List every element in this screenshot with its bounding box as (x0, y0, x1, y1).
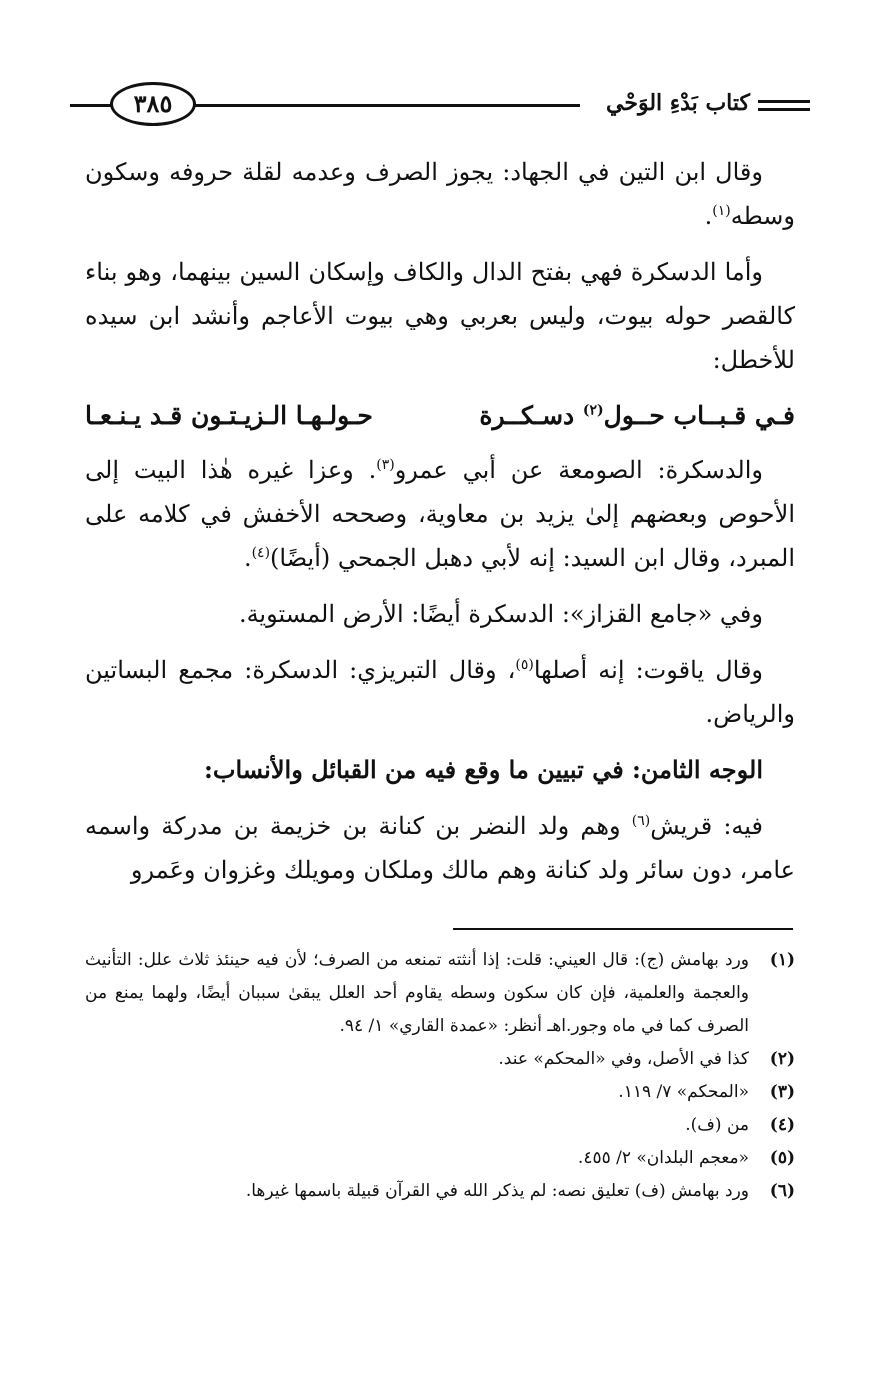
footnote-text: ورد بهامش (ج): قال العيني: قلت: إذا أنثته تمنعه من الصرف؛ لأن فيه حينئذ ثلاث علل: التأنيث والعجمة والعلمية، فإن كان سكون وسطه يقاوم أحد العلل يبقىٰ سببان أيضًا، ولهما يمنع من الصرف كما في ماه وجور.اهـ أنظر: «عمدة القاري» ١/ ٩٤. (85, 950, 749, 1036)
footnote-ref-5[interactable]: (٥) (515, 657, 534, 673)
footnote-ref-6[interactable]: (٦) (631, 813, 651, 829)
footnote-ref-2[interactable]: (٢) (582, 402, 604, 419)
paragraph-1: وقال ابن التين في الجهاد: يجوز الصرف وعدمه لقلة حروفه وسكون وسطه$^{(١)}$. (85, 158, 795, 230)
paragraph-5: وقال ياقوت: إنه أصلها$^{(٥)}$، وقال التبريزي: الدسكرة: مجمع البساتين والرياض. (85, 656, 795, 728)
section-heading: الوجه الثامن: في تبيين ما وقع فيه من القبائل والأنساب: (204, 755, 763, 784)
paragraph-4: وفي «جامع القزاز»: الدسكرة أيضًا: الأرض المستوية. (238, 600, 763, 628)
footnote-1 (85, 944, 795, 1043)
footnote-text: ورد بهامش (ف) تعليق نصه: لم يذكر الله في القرآن قبيلة باسمها غيرها. (245, 1181, 749, 1201)
footnote-number: (٣) (769, 1082, 795, 1102)
footnote-number: (٢) (769, 1049, 795, 1069)
poetry-verse (85, 394, 795, 438)
footnote-6 (85, 1175, 795, 1208)
footnote-4 (85, 1109, 795, 1142)
header-rule-right (750, 100, 810, 103)
paragraph-2: وأما الدسكرة فهي بفتح الدال والكاف وإسكان السين بينهما، وهو بناء كالقصر حوله بيوت، وليس بعربي وهي بيوت الأعاجم وأنشد ابن سيده للأخطل: (85, 258, 795, 374)
paragraph-3: والدسكرة: الصومعة عن أبي عمرو$^{(٣)}$. وعزا غيره هٰذا البيت إلى الأحوص وبعضهم إلىٰ يزيد بن معاوية، وصححه الأخفش في كلامه على المبرد، وقال ابن السيد: إنه لأبي دهبل الجمحي (أيضًا)$^{(٤)}$. (85, 456, 795, 572)
footnote-text: «المحكم» ٧/ ١١٩. (618, 1082, 749, 1102)
footnote-ref-3[interactable]: (٣) (376, 457, 395, 473)
footnote-number: (٤) (769, 1115, 795, 1135)
verse-first-hemistich: فـي قـبــاب حــول$^{(٢)}$ دسـكــرة (479, 401, 795, 430)
footnote-text: «معجم البلدان» ٢/ ٤٥٥. (577, 1148, 749, 1168)
footnote-number: (١) (769, 950, 795, 970)
footnote-number: (٦) (769, 1181, 795, 1201)
footnote-number: (٥) (769, 1148, 795, 1168)
footnote-3 (85, 1076, 795, 1109)
book-title: كتاب بَدْءِ الوَحْي (598, 86, 758, 120)
main-text (85, 150, 795, 904)
footnote-5 (85, 1142, 795, 1175)
footnotes (85, 944, 795, 1208)
paragraph-6: فيه: قريش$^{(٦)}$ وهم ولد النضر بن كنانة بن خزيمة بن مدركة واسمه عامر، دون سائر ولد كنانة وهم مالك وملكان ومويلك وغزوان وعَمرو (85, 812, 795, 884)
header-rule-right-2 (750, 108, 810, 111)
verse-second-hemistich: حـولـهـا الـزيـتـون قـد يـنـعـا (85, 401, 373, 430)
footnote-ref-1[interactable]: (١) (712, 203, 731, 219)
header-rule-left (70, 104, 115, 107)
page-header (70, 80, 810, 130)
page-number: ٣٨٥ (110, 82, 196, 126)
header-rule-middle (190, 104, 580, 107)
footnote-text: من (ف). (685, 1115, 749, 1135)
footnote-separator (453, 928, 793, 930)
footnote-text: كذا في الأصل، وفي «المحكم» عند. (498, 1049, 749, 1069)
footnote-2 (85, 1043, 795, 1076)
footnote-ref-4[interactable]: (٤) (251, 545, 271, 561)
